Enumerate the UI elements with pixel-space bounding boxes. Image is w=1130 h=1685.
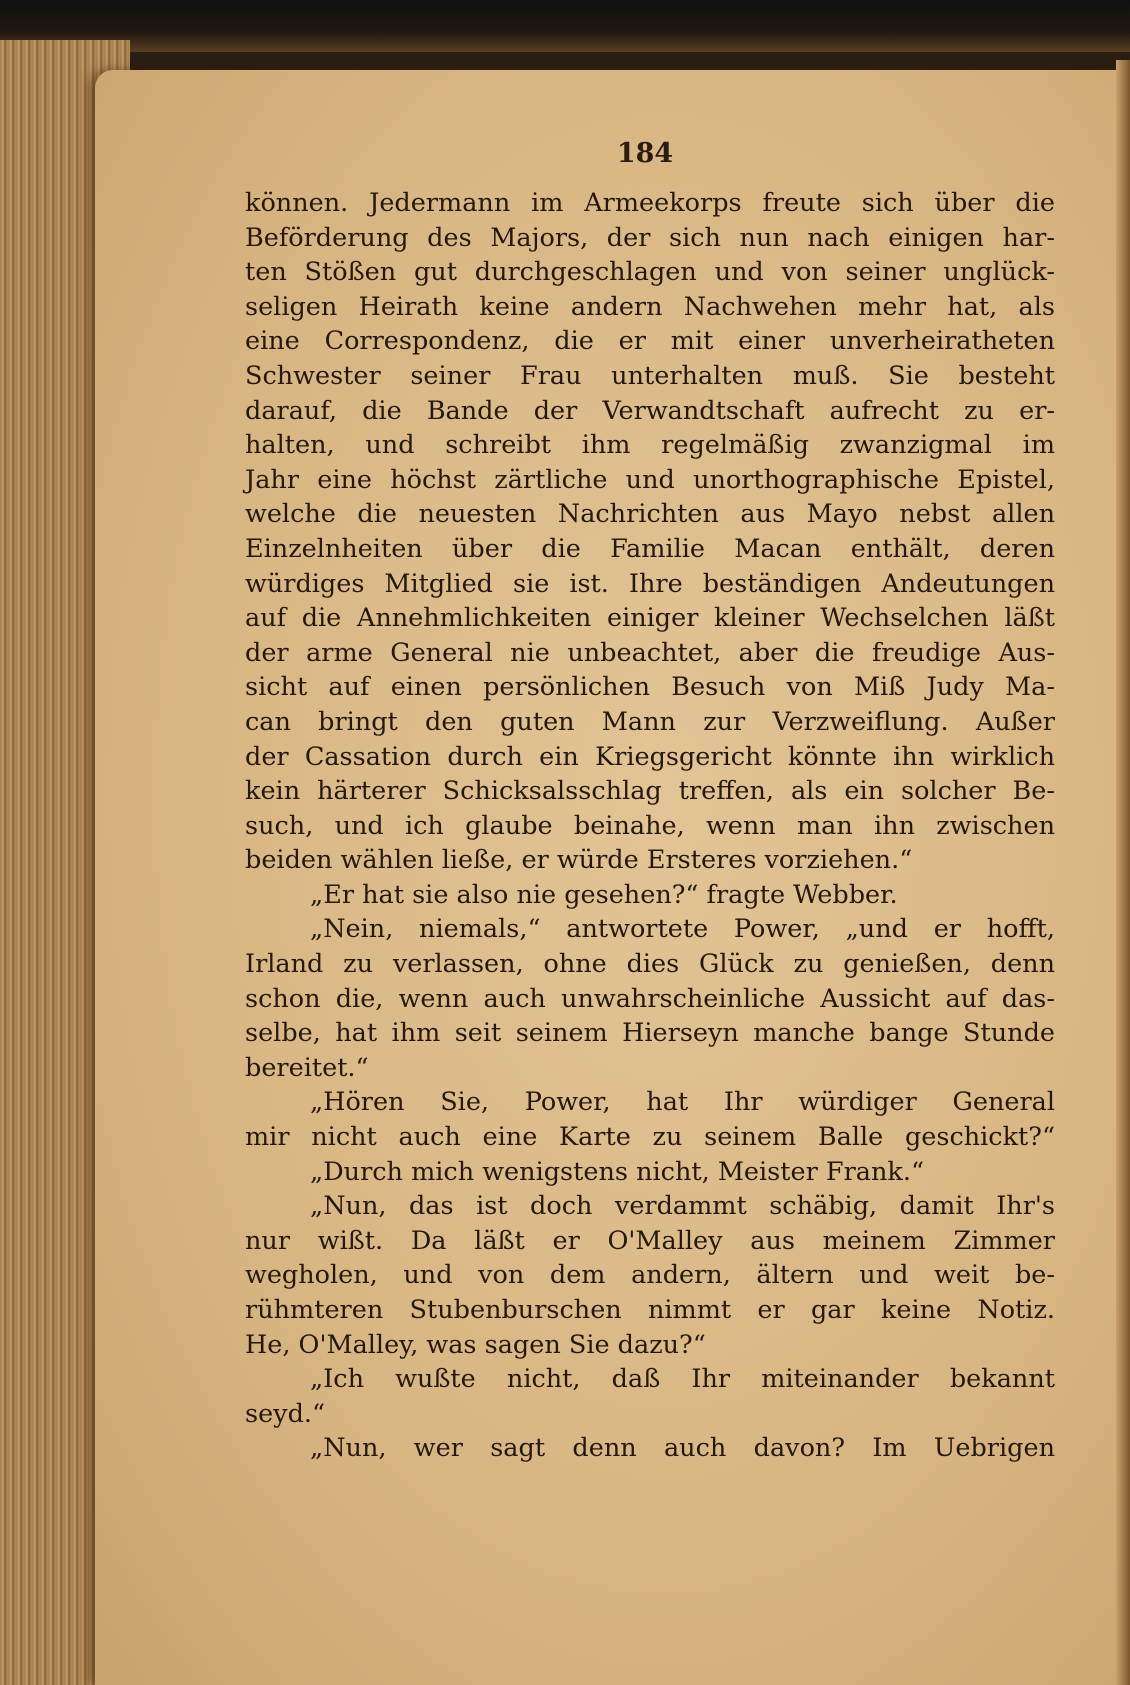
text-line: bereitet.“ [245,1052,369,1083]
text-line: nur wißt. Da läßt er O'Malley aus meinem Zimmer [245,1225,1055,1256]
text-line: „Nein, niemals,“ antwortete Power, „und er hofft, [310,914,1055,945]
text-line: „Er hat sie also nie gesehen?“ fragte Webber. [310,879,898,910]
text-line: wegholen, und von dem andern, ältern und weit be- [245,1260,1055,1291]
text-line: welche die neuesten Nachrichten aus Mayo nebst allen [245,499,1055,530]
text-line: halten, und schreibt ihm regelmäßig zwanzigmal im [245,430,1055,461]
text-line: mir nicht auch eine Karte zu seinem Balle geschickt?“ [245,1122,1055,1153]
text-line: „Nun, das ist doch verdammt schäbig, damit Ihr's [310,1191,1055,1222]
text-line: der arme General nie unbeachtet, aber die freudige Aus- [245,637,1055,668]
text-line: schon die, wenn auch unwahrscheinliche Aussicht auf das- [245,983,1055,1014]
text-line: ten Stößen gut durchgeschlagen und von seiner unglück- [245,257,1055,288]
text-line: eine Correspondenz, die er mit einer unverheiratheten [245,326,1055,357]
text-line: beiden wählen ließe, er würde Ersteres vorziehen.“ [245,845,913,876]
text-line: der Cassation durch ein Kriegsgericht könnte ihn wirklich [245,741,1055,772]
text-line: seligen Heirath keine andern Nachwehen mehr hat, als [245,291,1055,322]
book-top-edge [0,0,1130,52]
text-line: Irland zu verlassen, ohne dies Glück zu genießen, denn [245,949,1055,980]
text-line: „Hören Sie, Power, hat Ihr würdiger General [310,1087,1055,1118]
text-line: can bringt den guten Mann zur Verzweiflung. Außer [245,706,1055,737]
text-line: Beförderung des Majors, der sich nun nach einigen har- [245,222,1055,253]
text-line: „Ich wußte nicht, daß Ihr miteinander bekannt [310,1364,1055,1395]
text-line: „Nun, wer sagt denn auch davon? Im Uebrigen [310,1433,1055,1464]
text-line: würdiges Mitglied sie ist. Ihre beständigen Andeutungen [245,568,1055,599]
text-line: darauf, die Bande der Verwandtschaft aufrecht zu er- [245,395,1055,426]
text-line: such, und ich glaube beinahe, wenn man ihn zwischen [245,810,1055,841]
text-line: Jahr eine höchst zärtliche und unorthographische Epistel, [245,464,1055,495]
text-line: seyd.“ [245,1398,326,1429]
text-line: „Durch mich wenigstens nicht, Meister Frank.“ [310,1156,925,1187]
text-line: rühmteren Stubenburschen nimmt er gar keine Notiz. [245,1295,1055,1325]
text-line: kein härterer Schicksalsschlag treffen, als ein solcher Be- [245,776,1055,807]
text-line: selbe, hat ihm seit seinem Hierseyn manche bange Stunde [245,1018,1055,1049]
text-line: können. Jedermann im Armeekorps freute sich über die [245,188,1055,218]
page-number: 184 [616,138,674,169]
page-body-text [245,186,1055,1466]
book-right-edge [1116,60,1130,1685]
text-line: Schwester seiner Frau unterhalten muß. Sie besteht [245,360,1055,391]
text-line: Einzelnheiten über die Familie Macan enthält, deren [245,533,1055,564]
text-line: sicht auf einen persönlichen Besuch von Miß Judy Ma- [245,672,1055,703]
text-line: He, O'Malley, was sagen Sie dazu?“ [245,1329,706,1360]
text-line: auf die Annehmlichkeiten einiger kleiner Wechselchen läßt [245,603,1055,634]
